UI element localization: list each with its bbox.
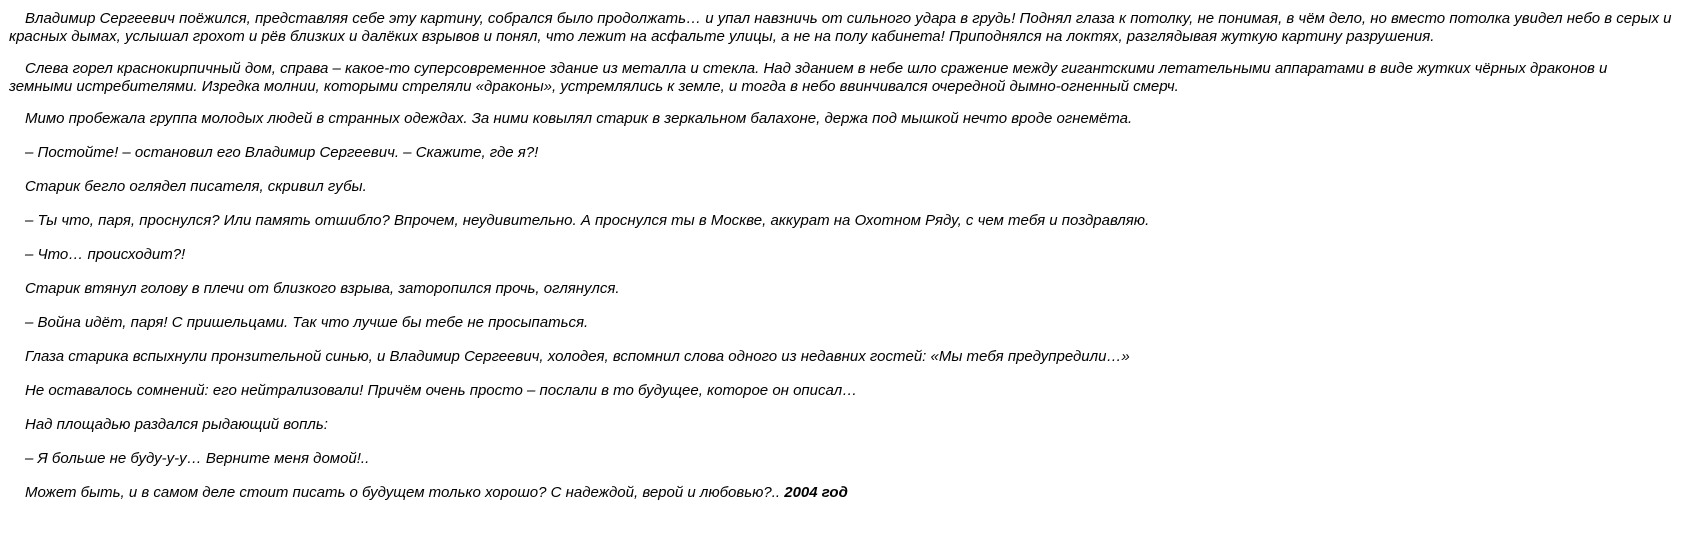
paragraph-6: – Ты что, паря, проснулся? Или память отшибло? Впрочем, неудивительно. А проснулся ты в Москве, аккурат на Охотном Ряду, с чем тебя и поздравляю.	[25, 212, 1150, 229]
paragraph-14	[9, 484, 1674, 502]
paragraph-1: Владимир Сергеевич поёжился, представляя себе эту картину, собрался было продолжать… и упал навзничь от сильного удара в грудь! Поднял глаза к потолку, не понимая, в чём дело, но вместо потолка увидел небо в серых и красных дымах, услышал грохот и рёв близких и далёких взрывов и понял, что лежит на асфальте улицы, а не на полу кабинета! Приподнялся на локтях, разглядывая жуткую картину разрушения.	[9, 10, 1672, 45]
paragraph-8: Старик втянул голову в плечи от близкого взрыва, заторопился прочь, оглянулся.	[25, 280, 620, 297]
paragraph-12: Над площадью раздался рыдающий вопль:	[25, 416, 328, 433]
paragraph-13: – Я больше не буду-у-у… Верните меня домой!..	[25, 450, 370, 467]
paragraph-10: Глаза старика вспыхнули пронзительной синью, и Владимир Сергеевич, холодея, вспомнил слова одного из недавних гостей: «Мы тебя предупредили…»	[25, 348, 1130, 365]
paragraph-7: – Что… происходит?!	[25, 246, 186, 263]
paragraph-2: Слева горел краснокирпичный дом, справа – какое-то суперсовременное здание из металла и стекла. Над зданием в небе шло сражение между гигантскими летательными аппаратами в виде жутких чёрных драконов и земными истребителями. Изредка молнии, которыми стреляли «драконы», устремлялись к земле, и тогда в небо ввинчивался очередной дымно-огненный смерч.	[9, 60, 1608, 95]
signature-year: 2004 год	[784, 484, 848, 501]
paragraph-3: Мимо пробежала группа молодых людей в странных одеждах. За ними ковылял старик в зеркальном балахоне, держа под мышкой нечто вроде огнемёта.	[25, 110, 1133, 127]
story-text	[9, 10, 1674, 502]
paragraph-9: – Война идёт, паря! С пришельцами. Так что лучше бы тебе не просыпаться.	[25, 314, 589, 331]
paragraph-11: Не оставалось сомнений: его нейтрализовали! Причём очень просто – послали в то будущее, которое он описал…	[25, 382, 858, 399]
paragraph-14-text: Может быть, и в самом деле стоит писать о будущем только хорошо? С надеждой, верой и любовью?..	[25, 484, 781, 501]
paragraph-4: – Постойте! – остановил его Владимир Сергеевич. – Скажите, где я?!	[25, 144, 539, 161]
paragraph-5: Старик бегло оглядел писателя, скривил губы.	[25, 178, 367, 195]
